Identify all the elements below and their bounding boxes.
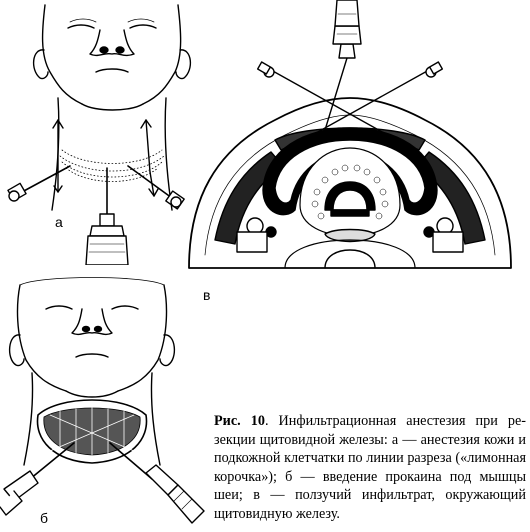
illustration-cross-section [175, 0, 530, 310]
panel-label-b: б [40, 510, 49, 526]
figure-caption-text: . Инфильтрационная анестезия при резекции щитовидной железы: а — анестезия кожи и подкожной клетчатки по линии разреза («лимонная корочка»); б — введение прокаина под мышцы шеи; в — ползучий инфильтрат, окружающий щитовидную железу. [214, 413, 527, 522]
figure-caption-label: Рис. 10 [214, 413, 265, 429]
panel-label-a: а [55, 214, 63, 230]
figure-caption [214, 412, 526, 524]
panel-label-v: в [203, 287, 211, 303]
